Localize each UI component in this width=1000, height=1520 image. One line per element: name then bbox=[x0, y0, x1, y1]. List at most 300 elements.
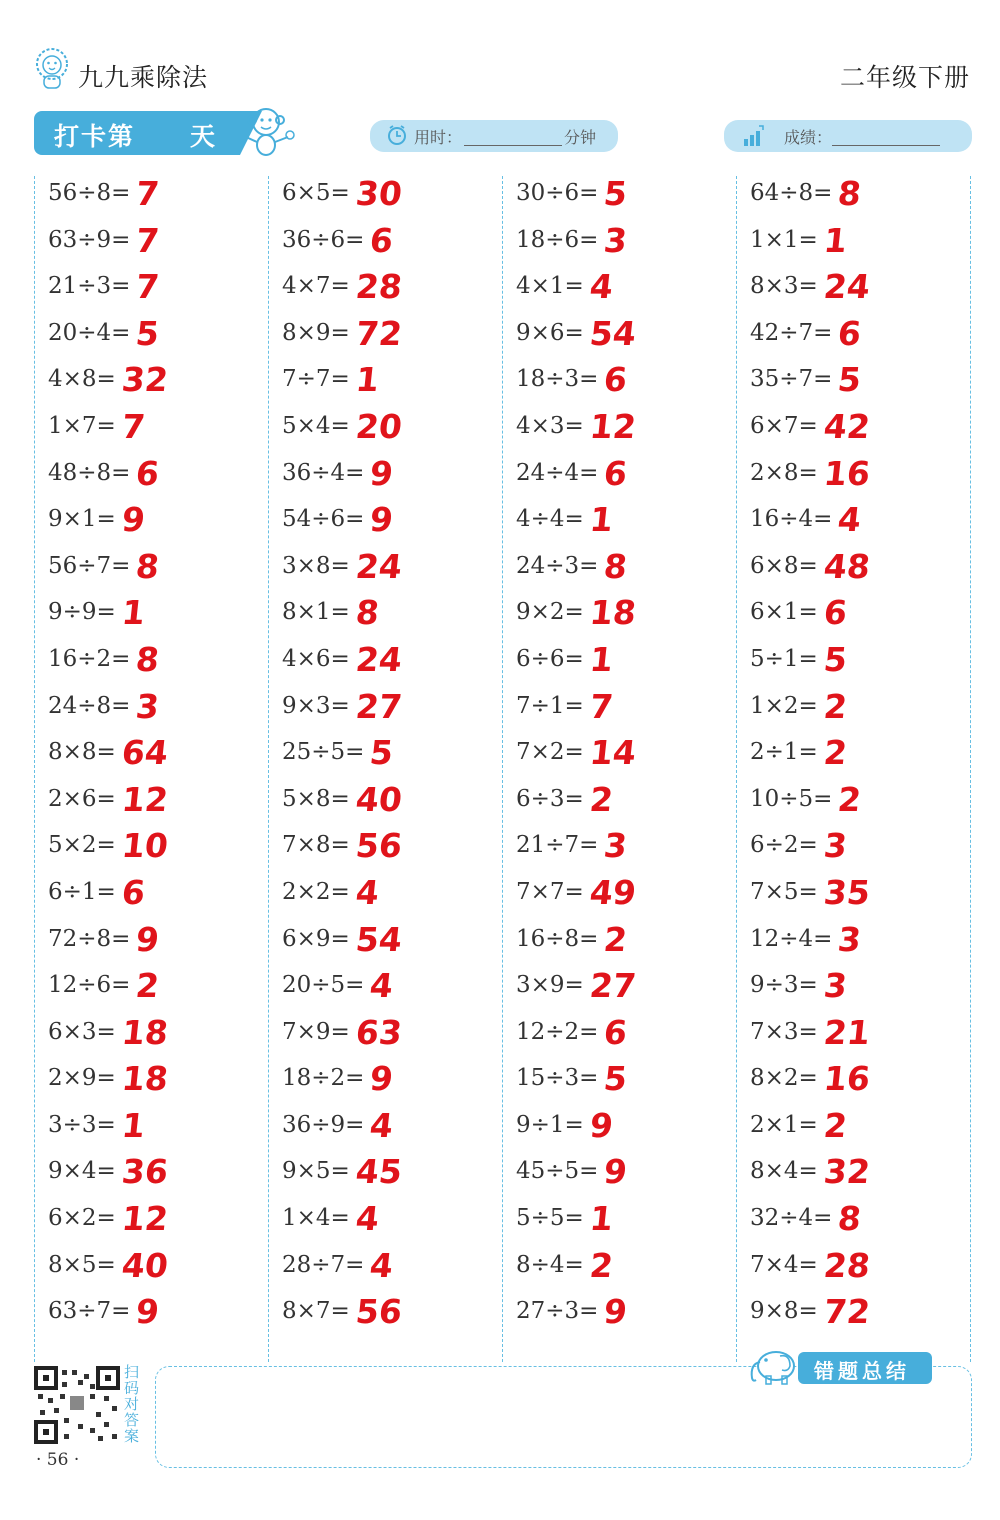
handwritten-answer[interactable]: 1 bbox=[821, 220, 850, 260]
problem-text: 7×4= bbox=[750, 1251, 818, 1278]
problem-row bbox=[502, 639, 732, 689]
problem-text: 8×2= bbox=[750, 1065, 818, 1092]
problem-text: 64÷8= bbox=[750, 180, 833, 206]
problem-row bbox=[736, 968, 966, 1015]
handwritten-answer[interactable]: 5 bbox=[601, 1059, 630, 1099]
problem-row bbox=[502, 919, 732, 969]
time-label: 用时： bbox=[414, 128, 463, 147]
handwritten-answer[interactable]: 27 bbox=[587, 966, 638, 1006]
handwritten-answer[interactable]: 40 bbox=[119, 1245, 170, 1285]
problem-row bbox=[502, 313, 732, 363]
problem-grid bbox=[34, 176, 972, 1362]
problem-text: 7÷7= bbox=[282, 366, 350, 393]
handwritten-answer[interactable]: 9 bbox=[601, 1292, 630, 1332]
problem-text: 6×3= bbox=[48, 1018, 116, 1045]
problem-text: 12÷4= bbox=[750, 925, 833, 952]
handwritten-answer[interactable]: 4 bbox=[353, 872, 382, 912]
handwritten-answer[interactable]: 45 bbox=[353, 1152, 404, 1192]
problem-text: 5×2= bbox=[48, 832, 116, 859]
handwritten-answer[interactable]: 4 bbox=[367, 1105, 396, 1145]
handwritten-answer[interactable]: 16 bbox=[821, 453, 872, 493]
problem-text: 35÷7= bbox=[750, 366, 833, 393]
problem-text: 20÷4= bbox=[48, 319, 131, 346]
problem-row bbox=[736, 546, 966, 596]
problem-row bbox=[34, 779, 264, 829]
problem-row bbox=[736, 735, 966, 782]
problem-text: 45÷5= bbox=[516, 1158, 599, 1185]
problem-row bbox=[268, 968, 498, 1015]
problem-text: 9×3= bbox=[282, 692, 350, 719]
handwritten-answer[interactable]: 2 bbox=[835, 779, 864, 819]
book-title: 九九乘除法 bbox=[78, 63, 209, 92]
problem-text: 8×7= bbox=[282, 1298, 350, 1325]
handwritten-answer[interactable]: 3 bbox=[835, 919, 864, 959]
handwritten-answer[interactable]: 7 bbox=[133, 267, 162, 307]
handwritten-answer[interactable]: 28 bbox=[821, 1245, 872, 1285]
handwritten-answer[interactable]: 3 bbox=[601, 220, 630, 260]
handwritten-answer[interactable]: 12 bbox=[119, 1199, 170, 1239]
problem-column-3 bbox=[502, 176, 732, 1341]
problem-row bbox=[502, 502, 732, 549]
problem-row bbox=[268, 595, 498, 642]
problem-text: 42÷7= bbox=[750, 319, 833, 346]
problem-row bbox=[736, 1105, 966, 1155]
problem-row bbox=[268, 919, 498, 969]
mistakes-summary-tab bbox=[798, 1352, 932, 1384]
handwritten-answer[interactable]: 40 bbox=[353, 779, 404, 819]
problem-row bbox=[34, 1105, 264, 1155]
problem-row bbox=[34, 269, 264, 316]
problem-text: 63÷9= bbox=[48, 226, 131, 253]
problem-row bbox=[502, 1245, 732, 1295]
problem-row bbox=[736, 872, 966, 922]
checkin-day-label: 天 bbox=[190, 122, 216, 151]
handwritten-answer[interactable]: 6 bbox=[601, 360, 630, 400]
problem-row bbox=[268, 362, 498, 409]
problem-row bbox=[502, 220, 732, 270]
problem-text: 25÷5= bbox=[282, 739, 365, 766]
handwritten-answer[interactable]: 18 bbox=[587, 593, 638, 633]
problem-row bbox=[736, 828, 966, 875]
problem-row bbox=[268, 735, 498, 782]
handwritten-answer[interactable]: 3 bbox=[133, 686, 162, 726]
problem-text: 1×4= bbox=[282, 1205, 350, 1232]
problem-text: 4×1= bbox=[516, 273, 584, 300]
problem-row bbox=[34, 639, 264, 689]
handwritten-answer[interactable]: 9 bbox=[367, 500, 396, 540]
handwritten-answer[interactable]: 6 bbox=[133, 453, 162, 493]
problem-row bbox=[502, 735, 732, 782]
problem-row bbox=[502, 872, 732, 922]
problem-row bbox=[502, 362, 732, 409]
problem-text: 4×7= bbox=[282, 273, 350, 300]
handwritten-answer[interactable]: 8 bbox=[601, 546, 630, 586]
handwritten-answer[interactable]: 32 bbox=[821, 1152, 872, 1192]
problem-row bbox=[34, 362, 264, 409]
handwritten-answer[interactable]: 7 bbox=[119, 406, 148, 446]
problem-row bbox=[268, 313, 498, 363]
problem-row bbox=[502, 546, 732, 596]
problem-row bbox=[268, 1105, 498, 1155]
handwritten-answer[interactable]: 5 bbox=[367, 733, 396, 773]
problem-text: 6×8= bbox=[750, 552, 818, 579]
problem-row bbox=[34, 220, 264, 270]
problem-text: 9×1= bbox=[48, 506, 116, 533]
handwritten-answer[interactable]: 8 bbox=[835, 1199, 864, 1239]
handwritten-answer[interactable]: 1 bbox=[587, 1199, 616, 1239]
handwritten-answer[interactable]: 2 bbox=[601, 919, 630, 959]
problem-text: 8×3= bbox=[750, 273, 818, 300]
handwritten-answer[interactable]: 12 bbox=[587, 406, 638, 446]
grade-label: 二年级下册 bbox=[839, 63, 970, 92]
problem-row bbox=[268, 828, 498, 875]
problem-row bbox=[736, 502, 966, 549]
handwritten-answer[interactable]: 54 bbox=[353, 919, 404, 959]
problem-text: 20÷5= bbox=[282, 972, 365, 999]
monkey-icon bbox=[238, 104, 298, 160]
problem-text: 56÷8= bbox=[48, 180, 131, 206]
problem-row bbox=[34, 313, 264, 363]
handwritten-answer[interactable]: 5 bbox=[601, 174, 630, 213]
handwritten-answer[interactable]: 9 bbox=[133, 919, 162, 959]
problem-text: 36÷4= bbox=[282, 459, 365, 486]
problem-row bbox=[34, 686, 264, 736]
problem-text: 18÷3= bbox=[516, 366, 599, 393]
problem-row bbox=[34, 872, 264, 922]
problem-text: 7×3= bbox=[750, 1018, 818, 1045]
problem-row bbox=[268, 176, 498, 223]
handwritten-answer[interactable]: 20 bbox=[353, 406, 404, 446]
handwritten-answer[interactable]: 9 bbox=[367, 1059, 396, 1099]
problem-text: 6÷6= bbox=[516, 645, 584, 672]
handwritten-answer[interactable]: 12 bbox=[119, 779, 170, 819]
handwritten-answer[interactable]: 2 bbox=[821, 1105, 850, 1145]
problem-text: 8÷4= bbox=[516, 1251, 584, 1278]
handwritten-answer[interactable]: 1 bbox=[353, 360, 382, 400]
problem-row bbox=[268, 453, 498, 503]
problem-text: 8×4= bbox=[750, 1158, 818, 1185]
problem-text: 16÷2= bbox=[48, 645, 131, 672]
handwritten-answer[interactable]: 72 bbox=[353, 313, 404, 353]
handwritten-answer[interactable]: 64 bbox=[119, 733, 170, 773]
problem-row bbox=[34, 595, 264, 642]
handwritten-answer[interactable]: 3 bbox=[821, 826, 850, 866]
problem-text: 7×8= bbox=[282, 832, 350, 859]
problem-row bbox=[34, 176, 264, 223]
problem-row bbox=[736, 639, 966, 689]
handwritten-answer[interactable]: 2 bbox=[587, 1245, 616, 1285]
problem-text: 8×1= bbox=[282, 599, 350, 626]
handwritten-answer[interactable]: 8 bbox=[133, 546, 162, 586]
handwritten-answer[interactable]: 72 bbox=[821, 1292, 872, 1332]
problem-row bbox=[502, 1061, 732, 1108]
problem-text: 6×7= bbox=[750, 412, 818, 439]
handwritten-answer[interactable]: 6 bbox=[367, 220, 396, 260]
problem-row bbox=[736, 269, 966, 316]
page-header bbox=[30, 46, 970, 106]
problem-row bbox=[502, 269, 732, 316]
problem-text: 21÷7= bbox=[516, 832, 599, 859]
problem-row bbox=[268, 1245, 498, 1295]
problem-row bbox=[736, 1294, 966, 1341]
handwritten-answer[interactable]: 5 bbox=[821, 639, 850, 679]
handwritten-answer[interactable]: 32 bbox=[119, 360, 170, 400]
elephant-icon bbox=[744, 1342, 802, 1388]
handwritten-answer[interactable]: 10 bbox=[119, 826, 170, 866]
problem-row bbox=[34, 1154, 264, 1201]
problem-row bbox=[34, 1245, 264, 1295]
handwritten-answer[interactable]: 9 bbox=[587, 1105, 616, 1145]
handwritten-answer[interactable]: 18 bbox=[119, 1012, 170, 1052]
problem-row bbox=[736, 1154, 966, 1201]
problem-row bbox=[502, 453, 732, 503]
problem-row bbox=[34, 735, 264, 782]
handwritten-answer[interactable]: 30 bbox=[353, 174, 404, 213]
problem-text: 6×1= bbox=[750, 599, 818, 626]
problem-row bbox=[502, 779, 732, 829]
time-box bbox=[370, 120, 618, 152]
problem-row bbox=[502, 176, 732, 223]
problem-text: 32÷4= bbox=[750, 1205, 833, 1232]
problem-row bbox=[736, 406, 966, 456]
handwritten-answer[interactable]: 3 bbox=[601, 826, 630, 866]
problem-row bbox=[34, 919, 264, 969]
problem-row bbox=[34, 1061, 264, 1108]
handwritten-answer[interactable]: 42 bbox=[821, 406, 872, 446]
problem-row bbox=[268, 872, 498, 922]
problem-row bbox=[268, 1201, 498, 1248]
problem-text: 8×9= bbox=[282, 319, 350, 346]
handwritten-answer[interactable]: 7 bbox=[587, 686, 616, 726]
problem-text: 56÷7= bbox=[48, 552, 131, 579]
problem-row bbox=[736, 220, 966, 270]
problem-row bbox=[502, 1294, 732, 1341]
problem-text: 9÷1= bbox=[516, 1111, 584, 1138]
problem-row bbox=[502, 686, 732, 736]
problem-text: 21÷3= bbox=[48, 273, 131, 300]
checkin-label: 打卡第 bbox=[54, 122, 136, 151]
problem-text: 16÷4= bbox=[750, 506, 833, 533]
problem-row bbox=[34, 1012, 264, 1062]
problem-text: 7×5= bbox=[750, 878, 818, 905]
qr-code-icon bbox=[34, 1366, 120, 1444]
problem-row bbox=[268, 1061, 498, 1108]
problem-text: 30÷6= bbox=[516, 180, 599, 206]
problem-text: 9×5= bbox=[282, 1158, 350, 1185]
handwritten-answer[interactable]: 56 bbox=[353, 826, 404, 866]
handwritten-answer[interactable]: 14 bbox=[587, 733, 638, 773]
problem-text: 4÷4= bbox=[516, 506, 584, 533]
problem-text: 8×5= bbox=[48, 1251, 116, 1278]
handwritten-answer[interactable]: 21 bbox=[821, 1012, 872, 1052]
clock-icon bbox=[386, 124, 408, 146]
score-box bbox=[724, 120, 972, 152]
handwritten-answer[interactable]: 24 bbox=[353, 546, 404, 586]
score-field[interactable] bbox=[832, 145, 940, 146]
problem-row bbox=[268, 502, 498, 549]
handwritten-answer[interactable]: 1 bbox=[587, 639, 616, 679]
problem-text: 16÷8= bbox=[516, 925, 599, 952]
handwritten-answer[interactable]: 27 bbox=[353, 686, 404, 726]
problem-row bbox=[268, 269, 498, 316]
problem-text: 3×9= bbox=[516, 972, 584, 999]
handwritten-answer[interactable]: 16 bbox=[821, 1059, 872, 1099]
problem-text: 2×1= bbox=[750, 1111, 818, 1138]
handwritten-answer[interactable]: 1 bbox=[119, 593, 148, 633]
handwritten-answer[interactable]: 56 bbox=[353, 1292, 404, 1332]
problem-text: 9×8= bbox=[750, 1298, 818, 1325]
problem-text: 54÷6= bbox=[282, 506, 365, 533]
handwritten-answer[interactable]: 63 bbox=[353, 1012, 404, 1052]
handwritten-answer[interactable]: 4 bbox=[367, 1245, 396, 1285]
problem-row bbox=[502, 1105, 732, 1155]
problem-text: 36÷6= bbox=[282, 226, 365, 253]
problem-row bbox=[736, 686, 966, 736]
problem-text: 36÷9= bbox=[282, 1111, 365, 1138]
problem-text: 2×6= bbox=[48, 785, 116, 812]
handwritten-answer[interactable]: 1 bbox=[587, 500, 616, 540]
problem-row bbox=[736, 176, 966, 223]
handwritten-answer[interactable]: 5 bbox=[133, 313, 162, 353]
handwritten-answer[interactable]: 6 bbox=[601, 1012, 630, 1052]
handwritten-answer[interactable]: 7 bbox=[133, 174, 162, 213]
handwritten-answer[interactable]: 24 bbox=[821, 267, 872, 307]
problem-text: 24÷4= bbox=[516, 459, 599, 486]
problem-row bbox=[736, 595, 966, 642]
problem-row bbox=[736, 1201, 966, 1248]
problem-text: 2×8= bbox=[750, 459, 818, 486]
handwritten-answer[interactable]: 8 bbox=[353, 593, 382, 633]
handwritten-answer[interactable]: 2 bbox=[821, 686, 850, 726]
grid-divider bbox=[970, 176, 971, 1362]
problem-text: 12÷2= bbox=[516, 1018, 599, 1045]
problem-text: 7×7= bbox=[516, 878, 584, 905]
problem-row bbox=[34, 406, 264, 456]
problem-text: 7×2= bbox=[516, 739, 584, 766]
problem-text: 3÷3= bbox=[48, 1111, 116, 1138]
problem-text: 27÷3= bbox=[516, 1298, 599, 1325]
handwritten-answer[interactable]: 36 bbox=[119, 1152, 170, 1192]
problem-text: 9÷9= bbox=[48, 599, 116, 626]
handwritten-answer[interactable]: 28 bbox=[353, 267, 404, 307]
handwritten-answer[interactable]: 2 bbox=[133, 966, 162, 1006]
handwritten-answer[interactable]: 6 bbox=[835, 313, 864, 353]
handwritten-answer[interactable]: 2 bbox=[587, 779, 616, 819]
handwritten-answer[interactable]: 4 bbox=[367, 966, 396, 1006]
handwritten-answer[interactable]: 48 bbox=[821, 546, 872, 586]
problem-row bbox=[736, 779, 966, 829]
problem-text: 7×9= bbox=[282, 1018, 350, 1045]
problem-text: 6÷3= bbox=[516, 785, 584, 812]
problem-row bbox=[736, 313, 966, 363]
problem-text: 24÷3= bbox=[516, 552, 599, 579]
problem-row bbox=[736, 453, 966, 503]
problem-text: 63÷7= bbox=[48, 1298, 131, 1325]
problem-text: 24÷8= bbox=[48, 692, 131, 719]
problem-row bbox=[502, 595, 732, 642]
problem-text: 2×9= bbox=[48, 1065, 116, 1092]
handwritten-answer[interactable]: 4 bbox=[587, 267, 616, 307]
handwritten-answer[interactable]: 49 bbox=[587, 872, 638, 912]
problem-row bbox=[268, 1012, 498, 1062]
problem-text: 9×4= bbox=[48, 1158, 116, 1185]
score-label: 成绩： bbox=[784, 128, 833, 147]
problem-text: 3×8= bbox=[282, 552, 350, 579]
problem-row bbox=[502, 828, 732, 875]
problem-row bbox=[502, 1154, 732, 1201]
problem-text: 2÷1= bbox=[750, 739, 818, 766]
handwritten-answer[interactable]: 6 bbox=[821, 593, 850, 633]
handwritten-answer[interactable]: 6 bbox=[601, 453, 630, 493]
problem-text: 8×8= bbox=[48, 739, 116, 766]
handwritten-answer[interactable]: 1 bbox=[119, 1105, 148, 1145]
problem-text: 5÷1= bbox=[750, 645, 818, 672]
handwritten-answer[interactable]: 4 bbox=[353, 1199, 382, 1239]
problem-row bbox=[268, 546, 498, 596]
problem-text: 5÷5= bbox=[516, 1205, 584, 1232]
handwritten-answer[interactable]: 9 bbox=[133, 1292, 162, 1332]
time-field[interactable] bbox=[464, 145, 562, 146]
problem-row bbox=[736, 1012, 966, 1062]
problem-row bbox=[502, 968, 732, 1015]
handwritten-answer[interactable]: 7 bbox=[133, 220, 162, 260]
problem-row bbox=[34, 1294, 264, 1341]
problem-row bbox=[736, 919, 966, 969]
problem-text: 12÷6= bbox=[48, 972, 131, 999]
problem-row bbox=[34, 1201, 264, 1248]
problem-text: 5×8= bbox=[282, 785, 350, 812]
handwritten-answer[interactable]: 4 bbox=[835, 500, 864, 540]
handwritten-answer[interactable]: 3 bbox=[821, 966, 850, 1006]
problem-row bbox=[736, 362, 966, 409]
problem-row bbox=[268, 639, 498, 689]
problem-row bbox=[736, 1061, 966, 1108]
problem-text: 18÷6= bbox=[516, 226, 599, 253]
lion-icon bbox=[32, 46, 72, 92]
problem-text: 4×3= bbox=[516, 412, 584, 439]
handwritten-answer[interactable]: 35 bbox=[821, 872, 872, 912]
problem-text: 5×4= bbox=[282, 412, 350, 439]
handwritten-answer[interactable]: 8 bbox=[133, 639, 162, 679]
problem-text: 6×9= bbox=[282, 925, 350, 952]
problem-text: 6×2= bbox=[48, 1205, 116, 1232]
problem-text: 2×2= bbox=[282, 878, 350, 905]
handwritten-answer[interactable]: 6 bbox=[119, 872, 148, 912]
handwritten-answer[interactable]: 2 bbox=[821, 733, 850, 773]
handwritten-answer[interactable]: 9 bbox=[601, 1152, 630, 1192]
handwritten-answer[interactable]: 18 bbox=[119, 1059, 170, 1099]
problem-column-2 bbox=[268, 176, 498, 1341]
problem-row bbox=[502, 406, 732, 456]
handwritten-answer[interactable]: 54 bbox=[587, 313, 638, 353]
handwritten-answer[interactable]: 9 bbox=[367, 453, 396, 493]
problem-row bbox=[268, 779, 498, 829]
problem-row bbox=[34, 453, 264, 503]
handwritten-answer[interactable]: 5 bbox=[835, 360, 864, 400]
problem-text: 6×5= bbox=[282, 180, 350, 206]
problem-row bbox=[736, 1245, 966, 1295]
problem-row bbox=[268, 1154, 498, 1201]
handwritten-answer[interactable]: 24 bbox=[353, 639, 404, 679]
problem-text: 6÷1= bbox=[48, 878, 116, 905]
problem-text: 15÷3= bbox=[516, 1065, 599, 1092]
problem-column-1 bbox=[34, 176, 264, 1341]
problem-text: 1×2= bbox=[750, 692, 818, 719]
handwritten-answer[interactable]: 8 bbox=[835, 174, 864, 213]
problem-text: 10÷5= bbox=[750, 785, 833, 812]
page-number: · 56 · bbox=[36, 1450, 80, 1470]
handwritten-answer[interactable]: 9 bbox=[119, 500, 148, 540]
